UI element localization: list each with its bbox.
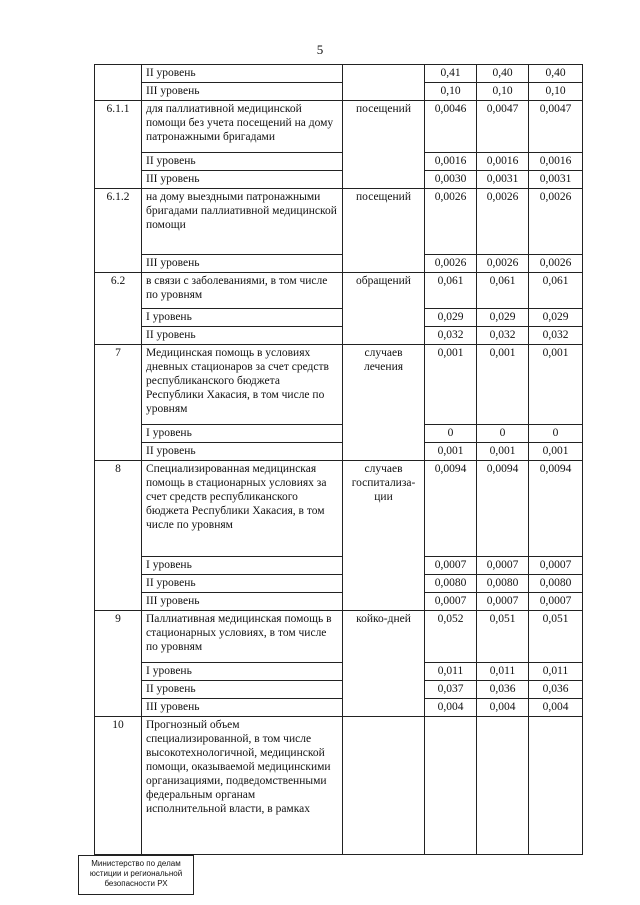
value-cell [529,717,583,855]
table-row [95,255,583,273]
indicator-name: III уровень [142,171,343,189]
value-cell: 0,0030 [425,171,477,189]
unit-cell [343,717,425,855]
row-number: 10 [95,717,142,855]
ministry-stamp [78,855,194,895]
table-row [95,171,583,189]
table-row [95,575,583,593]
indicator-name: I уровень [142,663,343,681]
value-cell: 0 [529,425,583,443]
value-cell: 0,0094 [529,461,583,557]
page-number: 5 [316,42,324,57]
value-cell: 0,036 [529,681,583,699]
indicator-name: II уровень [142,681,343,699]
value-cell: 0,032 [477,327,529,345]
value-cell: 0,011 [425,663,477,681]
value-cell: 0,051 [529,611,583,663]
unit-cell: посещений [343,189,425,273]
value-cell: 0,40 [477,65,529,83]
value-cell: 0,001 [477,443,529,461]
row-number [95,65,142,101]
table-row [95,593,583,611]
table-row [95,425,583,443]
value-cell: 0,0026 [477,189,529,255]
value-cell: 0,029 [477,309,529,327]
value-cell: 0,0047 [529,101,583,153]
value-cell: 0,032 [425,327,477,345]
indicator-name: III уровень [142,83,343,101]
value-cell: 0,0026 [425,255,477,273]
unit-cell: случаев госпитализа-ции [343,461,425,611]
indicator-name: Специализированная медицинская помощь в стационарных условиях за счет средств республиканского бюджета Республики Хакасия, в том числе по уровням [142,461,343,557]
indicator-name: III уровень [142,593,343,611]
indicator-name: III уровень [142,255,343,273]
indicator-name: II уровень [142,443,343,461]
table-row [95,327,583,345]
unit-cell: обращений [343,273,425,345]
value-cell: 0,029 [425,309,477,327]
value-cell: 0,0026 [529,255,583,273]
stamp-line: Министерство по делам [91,859,181,868]
value-cell: 0,061 [529,273,583,309]
row-number: 7 [95,345,142,461]
value-cell: 0,0080 [529,575,583,593]
table-row [95,557,583,575]
indicator-name: II уровень [142,65,343,83]
value-cell: 0,0031 [477,171,529,189]
indicator-name: III уровень [142,699,343,717]
value-cell: 0,011 [529,663,583,681]
value-cell: 0,0007 [529,593,583,611]
value-cell: 0,011 [477,663,529,681]
table-row [95,345,583,425]
value-cell: 0,41 [425,65,477,83]
unit-cell: посещений [343,101,425,189]
row-number: 6.1.2 [95,189,142,273]
value-cell: 0,001 [425,345,477,425]
value-cell: 0,029 [529,309,583,327]
row-number: 6.2 [95,273,142,345]
value-cell: 0,0046 [425,101,477,153]
value-cell: 0,0094 [425,461,477,557]
value-cell: 0,0007 [425,593,477,611]
value-cell: 0,032 [529,327,583,345]
table-row [95,681,583,699]
indicator-name: Медицинская помощь в условиях дневных стационаров за счет средств республиканского бюджета Республики Хакасия, в том числе по уровням [142,345,343,425]
value-cell: 0,0026 [529,189,583,255]
value-cell: 0,0094 [477,461,529,557]
value-cell: 0,001 [477,345,529,425]
table-row [95,83,583,101]
value-cell [425,717,477,855]
value-cell: 0,0080 [425,575,477,593]
value-cell: 0,061 [477,273,529,309]
value-cell: 0,0016 [477,153,529,171]
value-cell: 0,001 [425,443,477,461]
value-cell: 0,037 [425,681,477,699]
value-cell [477,717,529,855]
row-number: 6.1.1 [95,101,142,189]
value-cell: 0,004 [477,699,529,717]
value-cell: 0,0007 [477,593,529,611]
table-row [95,699,583,717]
indicator-name: на дому выездными патронажными бригадами паллиативной медицинской помощи [142,189,343,255]
value-cell: 0,0016 [425,153,477,171]
value-cell: 0,40 [529,65,583,83]
indicator-name: для паллиативной медицинской помощи без учета посещений на дому патронажными бригадами [142,101,343,153]
table-row [95,663,583,681]
value-cell: 0,10 [529,83,583,101]
table-row [95,443,583,461]
unit-cell: случаев лечения [343,345,425,461]
table-row [95,189,583,255]
value-cell: 0,001 [529,345,583,425]
indicator-name: I уровень [142,309,343,327]
table-row [95,273,583,309]
value-cell: 0,0016 [529,153,583,171]
stamp-line: юстиции и региональной [89,869,183,878]
indicators-table [94,64,583,855]
table-row [95,611,583,663]
table-row [95,153,583,171]
table-row [95,717,583,855]
value-cell: 0,004 [529,699,583,717]
table-row [95,309,583,327]
value-cell: 0,0026 [477,255,529,273]
value-cell: 0,0047 [477,101,529,153]
value-cell: 0 [425,425,477,443]
indicator-name: I уровень [142,557,343,575]
value-cell: 0,052 [425,611,477,663]
value-cell: 0,0026 [425,189,477,255]
indicator-name: I уровень [142,425,343,443]
value-cell: 0,036 [477,681,529,699]
row-number: 8 [95,461,142,611]
value-cell: 0,10 [425,83,477,101]
value-cell: 0,10 [477,83,529,101]
table-row [95,101,583,153]
table-row [95,65,583,83]
value-cell: 0,0007 [529,557,583,575]
value-cell: 0,0080 [477,575,529,593]
row-number: 9 [95,611,142,717]
indicator-name: Прогнозный объем специализированной, в том числе высокотехнологичной, медицинской помощи, оказываемой медицинскими организациями, подведомственными федеральным органам исполнительной власти, в рамках [142,717,343,855]
stamp-line: безопасности РХ [104,879,168,888]
value-cell: 0 [477,425,529,443]
indicator-name: Паллиативная медицинская помощь в стационарных условиях, в том числе по уровням [142,611,343,663]
indicator-name: II уровень [142,153,343,171]
value-cell: 0,061 [425,273,477,309]
value-cell: 0,0007 [425,557,477,575]
indicator-name: в связи с заболеваниями, в том числе по уровням [142,273,343,309]
value-cell: 0,004 [425,699,477,717]
unit-cell [343,65,425,101]
value-cell: 0,051 [477,611,529,663]
unit-cell: койко-дней [343,611,425,717]
table-row [95,461,583,557]
value-cell: 0,0031 [529,171,583,189]
value-cell: 0,0007 [477,557,529,575]
indicator-name: II уровень [142,575,343,593]
indicator-name: II уровень [142,327,343,345]
value-cell: 0,001 [529,443,583,461]
